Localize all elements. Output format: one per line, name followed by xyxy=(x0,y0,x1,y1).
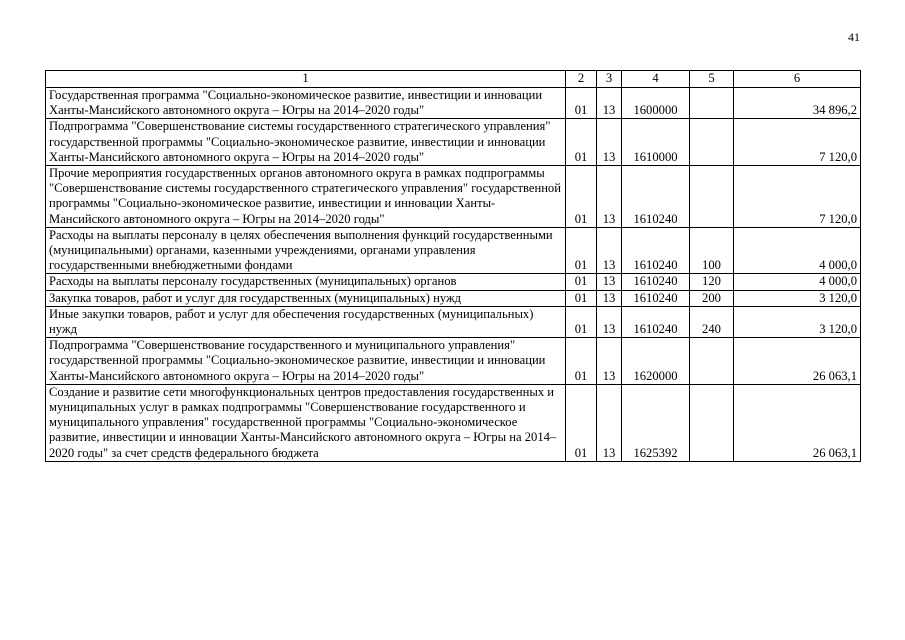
cell-col3: 13 xyxy=(597,119,622,166)
cell-col5 xyxy=(690,88,734,119)
cell-col6: 26 063,1 xyxy=(734,338,861,385)
cell-col6: 4 000,0 xyxy=(734,274,861,290)
cell-col2: 01 xyxy=(566,227,597,274)
cell-col2: 01 xyxy=(566,338,597,385)
cell-col5: 200 xyxy=(690,290,734,306)
table-row xyxy=(46,338,861,385)
table-row xyxy=(46,290,861,306)
row-name: Расходы на выплаты персоналу в целях обеспечения выполнения функций государственными (муниципальными) органами, казенными учреждениями, органами управления государственными внебюджетными фондами xyxy=(46,227,566,274)
cell-col6: 7 120,0 xyxy=(734,119,861,166)
column-header: 1 xyxy=(46,71,566,88)
table-header-row xyxy=(46,71,861,88)
cell-col3: 13 xyxy=(597,227,622,274)
cell-col2: 01 xyxy=(566,119,597,166)
cell-col4: 1610240 xyxy=(622,227,690,274)
row-name: Создание и развитие сети многофункциональных центров предоставления государственных и муниципальных услуг в рамках подпрограммы "Совершенствование государственного и муниципального управления" государственной программы "Социально-экономическое развитие, инвестиции и инновации Ханты-Мансийского автономного округа – Югры на 2014–2020 годы" за счет средств федерального бюджета xyxy=(46,384,566,461)
column-header: 2 xyxy=(566,71,597,88)
cell-col6: 3 120,0 xyxy=(734,290,861,306)
cell-col2: 01 xyxy=(566,290,597,306)
cell-col4: 1600000 xyxy=(622,88,690,119)
cell-col2: 01 xyxy=(566,166,597,228)
cell-col2: 01 xyxy=(566,384,597,461)
cell-col3: 13 xyxy=(597,88,622,119)
cell-col5: 100 xyxy=(690,227,734,274)
table-row xyxy=(46,166,861,228)
cell-col4: 1610240 xyxy=(622,306,690,337)
table-row xyxy=(46,384,861,461)
column-header: 6 xyxy=(734,71,861,88)
row-name: Подпрограмма "Совершенствование государственного и муниципального управления" государственной программы "Социально-экономическое развитие, инвестиции и инновации Ханты-Мансийского автономного округа – Югры на 2014–2020 годы" xyxy=(46,338,566,385)
cell-col5: 120 xyxy=(690,274,734,290)
cell-col5 xyxy=(690,338,734,385)
cell-col6: 26 063,1 xyxy=(734,384,861,461)
column-header: 5 xyxy=(690,71,734,88)
page-number: 41 xyxy=(848,30,860,44)
cell-col2: 01 xyxy=(566,274,597,290)
cell-col4: 1620000 xyxy=(622,338,690,385)
cell-col6: 3 120,0 xyxy=(734,306,861,337)
table-row xyxy=(46,306,861,337)
row-name: Закупка товаров, работ и услуг для государственных (муниципальных) нужд xyxy=(46,290,566,306)
cell-col5: 240 xyxy=(690,306,734,337)
table-row xyxy=(46,227,861,274)
cell-col2: 01 xyxy=(566,88,597,119)
cell-col6: 7 120,0 xyxy=(734,166,861,228)
cell-col4: 1610240 xyxy=(622,166,690,228)
row-name: Расходы на выплаты персоналу государственных (муниципальных) органов xyxy=(46,274,566,290)
budget-table xyxy=(45,70,861,462)
cell-col6: 34 896,2 xyxy=(734,88,861,119)
cell-col2: 01 xyxy=(566,306,597,337)
table-row xyxy=(46,119,861,166)
cell-col5 xyxy=(690,166,734,228)
cell-col3: 13 xyxy=(597,166,622,228)
cell-col4: 1610240 xyxy=(622,274,690,290)
cell-col3: 13 xyxy=(597,306,622,337)
cell-col3: 13 xyxy=(597,338,622,385)
cell-col4: 1610000 xyxy=(622,119,690,166)
cell-col4: 1625392 xyxy=(622,384,690,461)
row-name: Прочие мероприятия государственных органов автономного округа в рамках подпрограммы "Совершенствование системы государственного стратегического управления" государственной программы "Социально-экономическое развитие, инвестиции и инновации Ханты-Мансийского автономного округа – Югры на 2014–2020 годы" xyxy=(46,166,566,228)
table-row xyxy=(46,88,861,119)
cell-col5 xyxy=(690,119,734,166)
cell-col4: 1610240 xyxy=(622,290,690,306)
cell-col3: 13 xyxy=(597,384,622,461)
cell-col6: 4 000,0 xyxy=(734,227,861,274)
column-header: 4 xyxy=(622,71,690,88)
row-name: Подпрограмма "Совершенствование системы государственного стратегического управления" государственной программы "Социально-экономическое развитие, инвестиции и инновации Ханты-Мансийского автономного округа – Югры на 2014–2020 годы" xyxy=(46,119,566,166)
column-header: 3 xyxy=(597,71,622,88)
row-name: Государственная программа "Социально-экономическое развитие, инвестиции и инновации Ханты-Мансийского автономного округа – Югры на 2014–2020 годы" xyxy=(46,88,566,119)
cell-col3: 13 xyxy=(597,274,622,290)
cell-col3: 13 xyxy=(597,290,622,306)
cell-col5 xyxy=(690,384,734,461)
table-row xyxy=(46,274,861,290)
row-name: Иные закупки товаров, работ и услуг для обеспечения государственных (муниципальных) нужд xyxy=(46,306,566,337)
